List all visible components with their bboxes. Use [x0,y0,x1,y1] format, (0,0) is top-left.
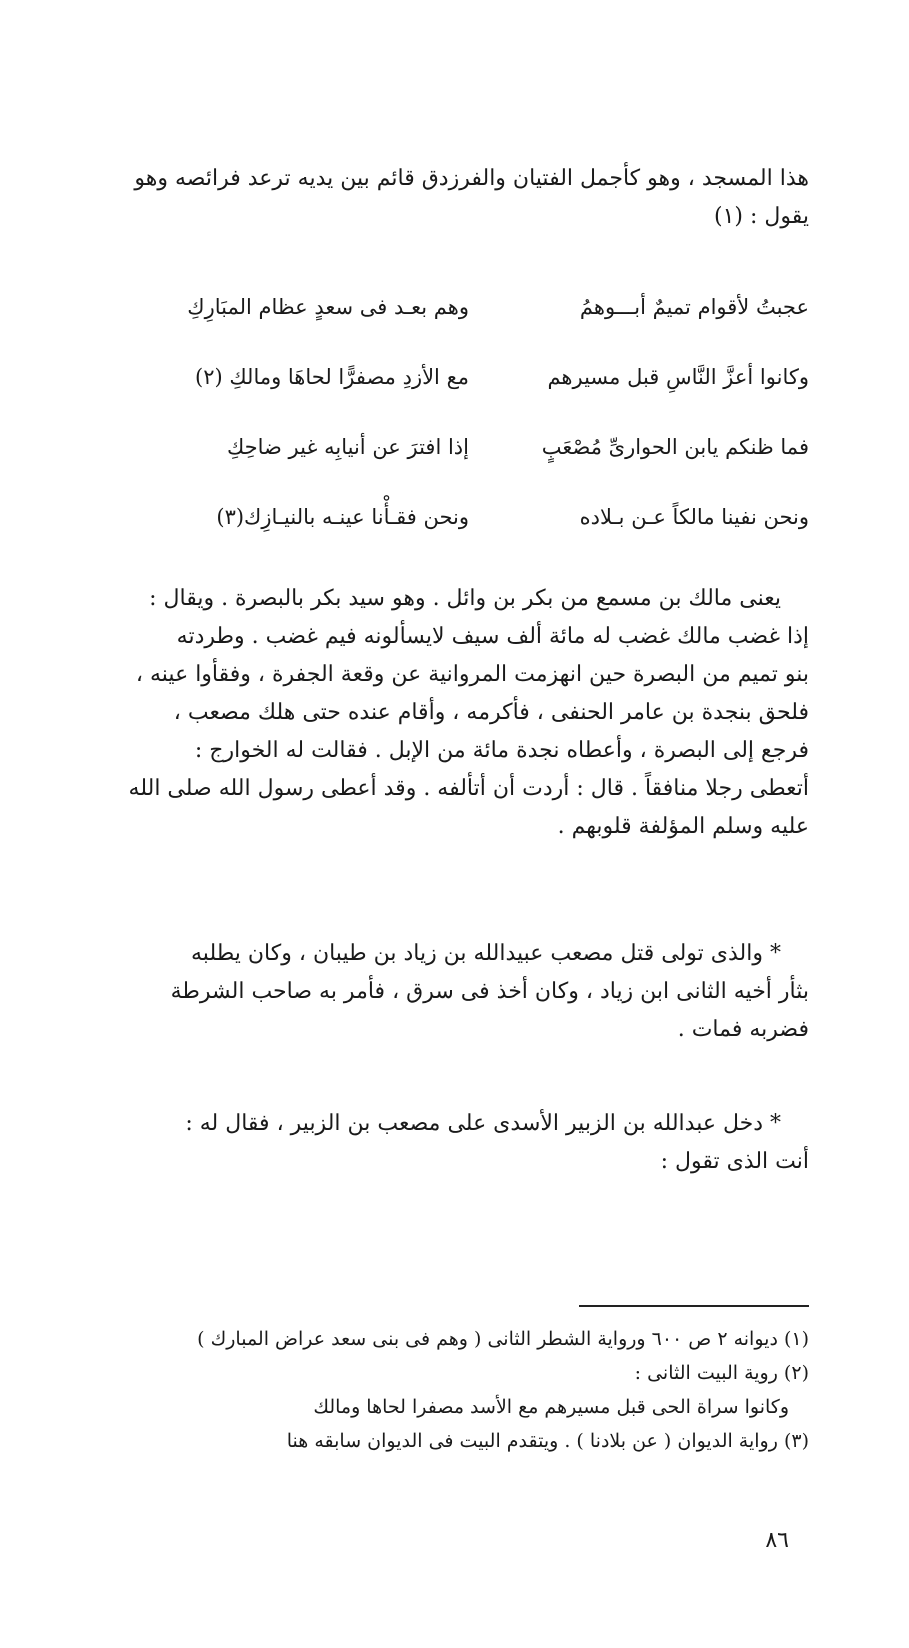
footnote-2: (٢) روية البيت الثانى : [634,1362,809,1384]
text-line: أتعطى رجلا منافقاً . قال : أردت أن أتألفه . وقد أعطى رسول الله صلى الله [128,776,809,801]
text-line: أنت الذى تقول : [660,1149,809,1174]
page-number: ٨٦ [765,1528,789,1553]
first-hemistich: فما ظنكم يابن الحوارىِّ مُصْعَبٍ [541,435,809,459]
footnote-3: (٣) رواية الديوان ( عن بلادنا ) . ويتقدم البيت فى الديوان سابقه هنا [286,1430,809,1452]
first-hemistich: ونحن نفينا مالكاً عـن بـلاده [579,505,809,529]
text-line: بنو تميم من البصرة حين انهزمت المروانية عن وقعة الجفرة ، وفقأوا عينه ، [135,662,809,687]
second-hemistich: ونحن فقـأْنا عينـه بالنيـازِك(٣) [216,505,469,529]
verse-line [109,295,809,335]
text-line: فضربه فمات . [677,1017,809,1042]
footnote-divider [579,1305,809,1307]
intro-paragraph [109,160,809,236]
commentary-paragraph [109,580,809,846]
footnote-2-verse: وكانوا سراة الحى قبل مسيرهم مع الأسد مصفرا لحاها ومالك [313,1396,789,1418]
second-hemistich: إذا افترَ عن أنيابِه غير ضاحِكِ [226,435,469,459]
anecdote-paragraph [109,935,809,1049]
second-hemistich: مع الأزدِ مصفرًّا لحاهَا ومالكِ (٢) [195,365,469,389]
first-hemistich: عجبتُ لأقوام تميمٌ أبـــوهمُ [579,295,809,319]
text-line: بثأر أخيه الثانى ابن زياد ، وكان أخذ فى سرق ، فأمر به صاحب الشرطة [170,979,809,1004]
verse-line [109,435,809,475]
second-hemistich: وهم بعـد فى سعدٍ عظام المبَارِكِ [187,295,469,319]
verse-line [109,365,809,405]
verse-line [109,505,809,545]
first-hemistich: وكانوا أعزَّ النَّاسِ قبل مسيرهم [547,365,809,389]
text-line: * دخل عبدالله بن الزبير الأسدى على مصعب بن الزبير ، فقال له : [185,1111,781,1136]
text-line: فرجع إلى البصرة ، وأعطاه نجدة مائة من الإبل . فقالت له الخوارج : [194,738,809,763]
text-line: عليه وسلم المؤلفة قلوبهم . [557,814,809,839]
text-line: فلحق بنجدة بن عامر الحنفى ، فأكرمه ، وأقام عنده حتى هلك مصعب ، [173,700,809,725]
text-line: * والذى تولى قتل مصعب عبيدالله بن زياد بن طيبان ، وكان يطلبه [191,941,781,966]
text-line: يعنى مالك بن مسمع من بكر بن وائل . وهو سيد بكر بالبصرة . ويقال : [149,586,781,611]
text-line: يقول : (١) [713,204,809,229]
text-line: إذا غضب مالك غضب له مائة ألف سيف لايسألونه فيم غضب . وطردته [176,624,809,649]
text-line: هذا المسجد ، وهو كأجمل الفتيان والفرزدق قائم بين يديه ترعد فرائصه وهو [134,166,809,191]
footnote-1: (١) ديوانه ٢ ص ٦٠٠ ورواية الشطر الثانى ( وهم فى بنى سعد عراض المبارك ) [197,1328,809,1350]
anecdote-paragraph [109,1105,809,1181]
